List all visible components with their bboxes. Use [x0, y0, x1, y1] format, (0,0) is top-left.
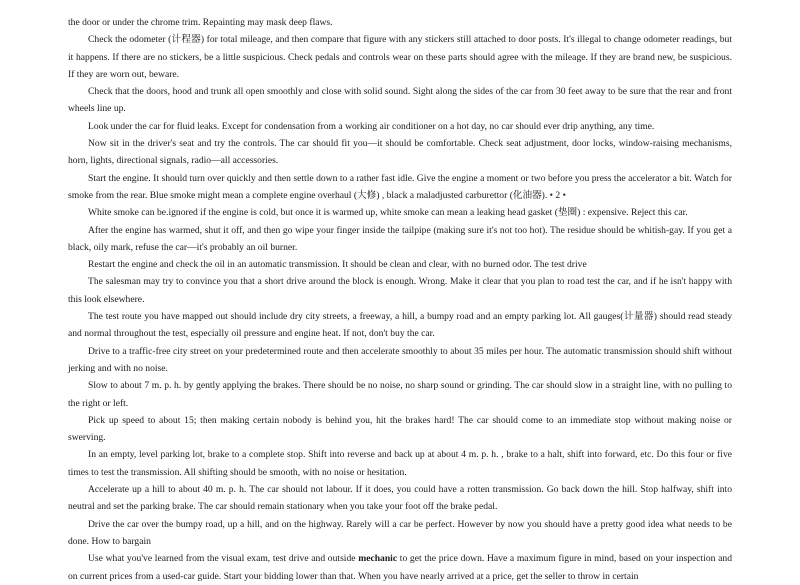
- paragraph-bumpy-road: Drive the car over the bumpy road, up a hill, and on the highway. Rarely will a car be perfect. However by now you should have a pretty good idea what needs to be done. How to bargain: [68, 518, 732, 547]
- paragraph-accelerate: Drive to a traffic-free city street on your predetermined route and then accelerate smoothly to about 35 miles per hour. The automatic transmission should shift without jerking and with no noise.: [68, 345, 732, 374]
- paragraph-parking-lot: In an empty, level parking lot, brake to a complete stop. Shift into reverse and back up at about 4 m. p. h. , brake to a halt, shift into forward, etc. Do this four or five times to test the transmission. All shifting should be smooth, with no noise or hesitation.: [68, 449, 732, 478]
- paragraph-oil-check: Restart the engine and check the oil in an automatic transmission. It should be clean and clear, with no burned odor. The test drive: [88, 259, 587, 271]
- paragraph-odometer: Check the odometer (计程器) for total mileage, and then compare that figure with any stickers still attached to door posts. It's illegal to change odometer readings, but it happens. If there are no stickers, be a little suspicious. Check pedals and controls wear on these parts should agree with the mileage. If they are brand new, be suspicious. If they are worn out, beware.: [68, 34, 732, 80]
- paragraph-controls: Now sit in the driver's seat and try the controls. The car should fit you—it should be comfortable. Check seat adjustment, door locks, window-raising mechanisms, horn, lights, directional signals, radio—all accessories.: [68, 138, 732, 167]
- paragraph-hill: Accelerate up a hill to about 40 m. p. h. The car should not labour. If it does, you could have a rotten transmission. Go back down the hill. Stop halfway, shift into neutral and set the parking brake. The car should remain stationary when you take your foot off the brake pedal.: [68, 484, 732, 513]
- keyword-mechanic: mechanic: [358, 553, 398, 565]
- paragraph-leaks: Look under the car for fluid leaks. Except for condensation from a working air conditioner on a hot day, no car should ever drip anything, any time.: [88, 120, 655, 132]
- bargain-text-before: Use what you've learned from the visual exam, test drive and outside: [88, 553, 359, 565]
- paragraph-engine-start: Start the engine. It should turn over quickly and then settle down to a rather fast idle. Give the engine a moment or two before you press the accelerator a bit. Watch for smoke from the rear. Blue smoke might mean a complete engine overhaul (大修) , black a maladjusted carburettor (化油器). • 2 •: [68, 172, 732, 201]
- paragraph-hard-brake: Pick up speed to about 15; then making certain nobody is behind you, hit the brakes hard! The car should come to an immediate stop without making noise or swerving.: [68, 414, 732, 444]
- document-page: [68, 14, 732, 585]
- paragraph-bargain: [68, 550, 732, 585]
- bargain-text-after: to get the price down. Have a maximum figure in mind, based on your inspection and on current prices from a used-car guide. Start your bidding lower than that. When you have nearly arrived at a price, get the seller to throw in certain: [68, 553, 732, 582]
- paragraph-doors: Check that the doors, hood and trunk all open smoothly and close with solid sound. Sight along the sides of the car from 30 feet away to be sure that the rear and front wheels line up.: [68, 86, 732, 115]
- paragraph-slow-down: Slow to about 7 m. p. h. by gently applying the brakes. There should be no noise, no sharp sound or grinding. The car should slow in a straight line, with no pulling to the right or left.: [68, 380, 732, 409]
- paragraph-white-smoke: White smoke can be.ignored if the engine is cold, but once it is warmed up, white smoke can mean a leaking head gasket (垫圈) : expensive. Reject this car.: [88, 207, 688, 219]
- paragraph-test-route: The test route you have mapped out should include dry city streets, a freeway, a hill, a bumpy road and an empty parking lot. All gauges(计量器) should read steady and normal throughout the test, especially oil pressure and engine heat. If not, don't buy the car.: [68, 311, 732, 340]
- paragraph-1: the door or under the chrome trim. Repainting may mask deep flaws.: [68, 17, 333, 28]
- paragraph-salesman: The salesman may try to convince you that a short drive around the block is enough. Wrong. Make it clear that you plan to road test the car, and if he isn't happy with this look elsewhere.: [68, 276, 732, 305]
- paragraph-tailpipe: After the engine has warmed, shut it off, and then go wipe your finger inside the tailpipe (making sure it's not too hot). The residue should be whitish-gay. If you get a black, oily mark, refuse the car—it's probably an oil burner.: [68, 224, 732, 253]
